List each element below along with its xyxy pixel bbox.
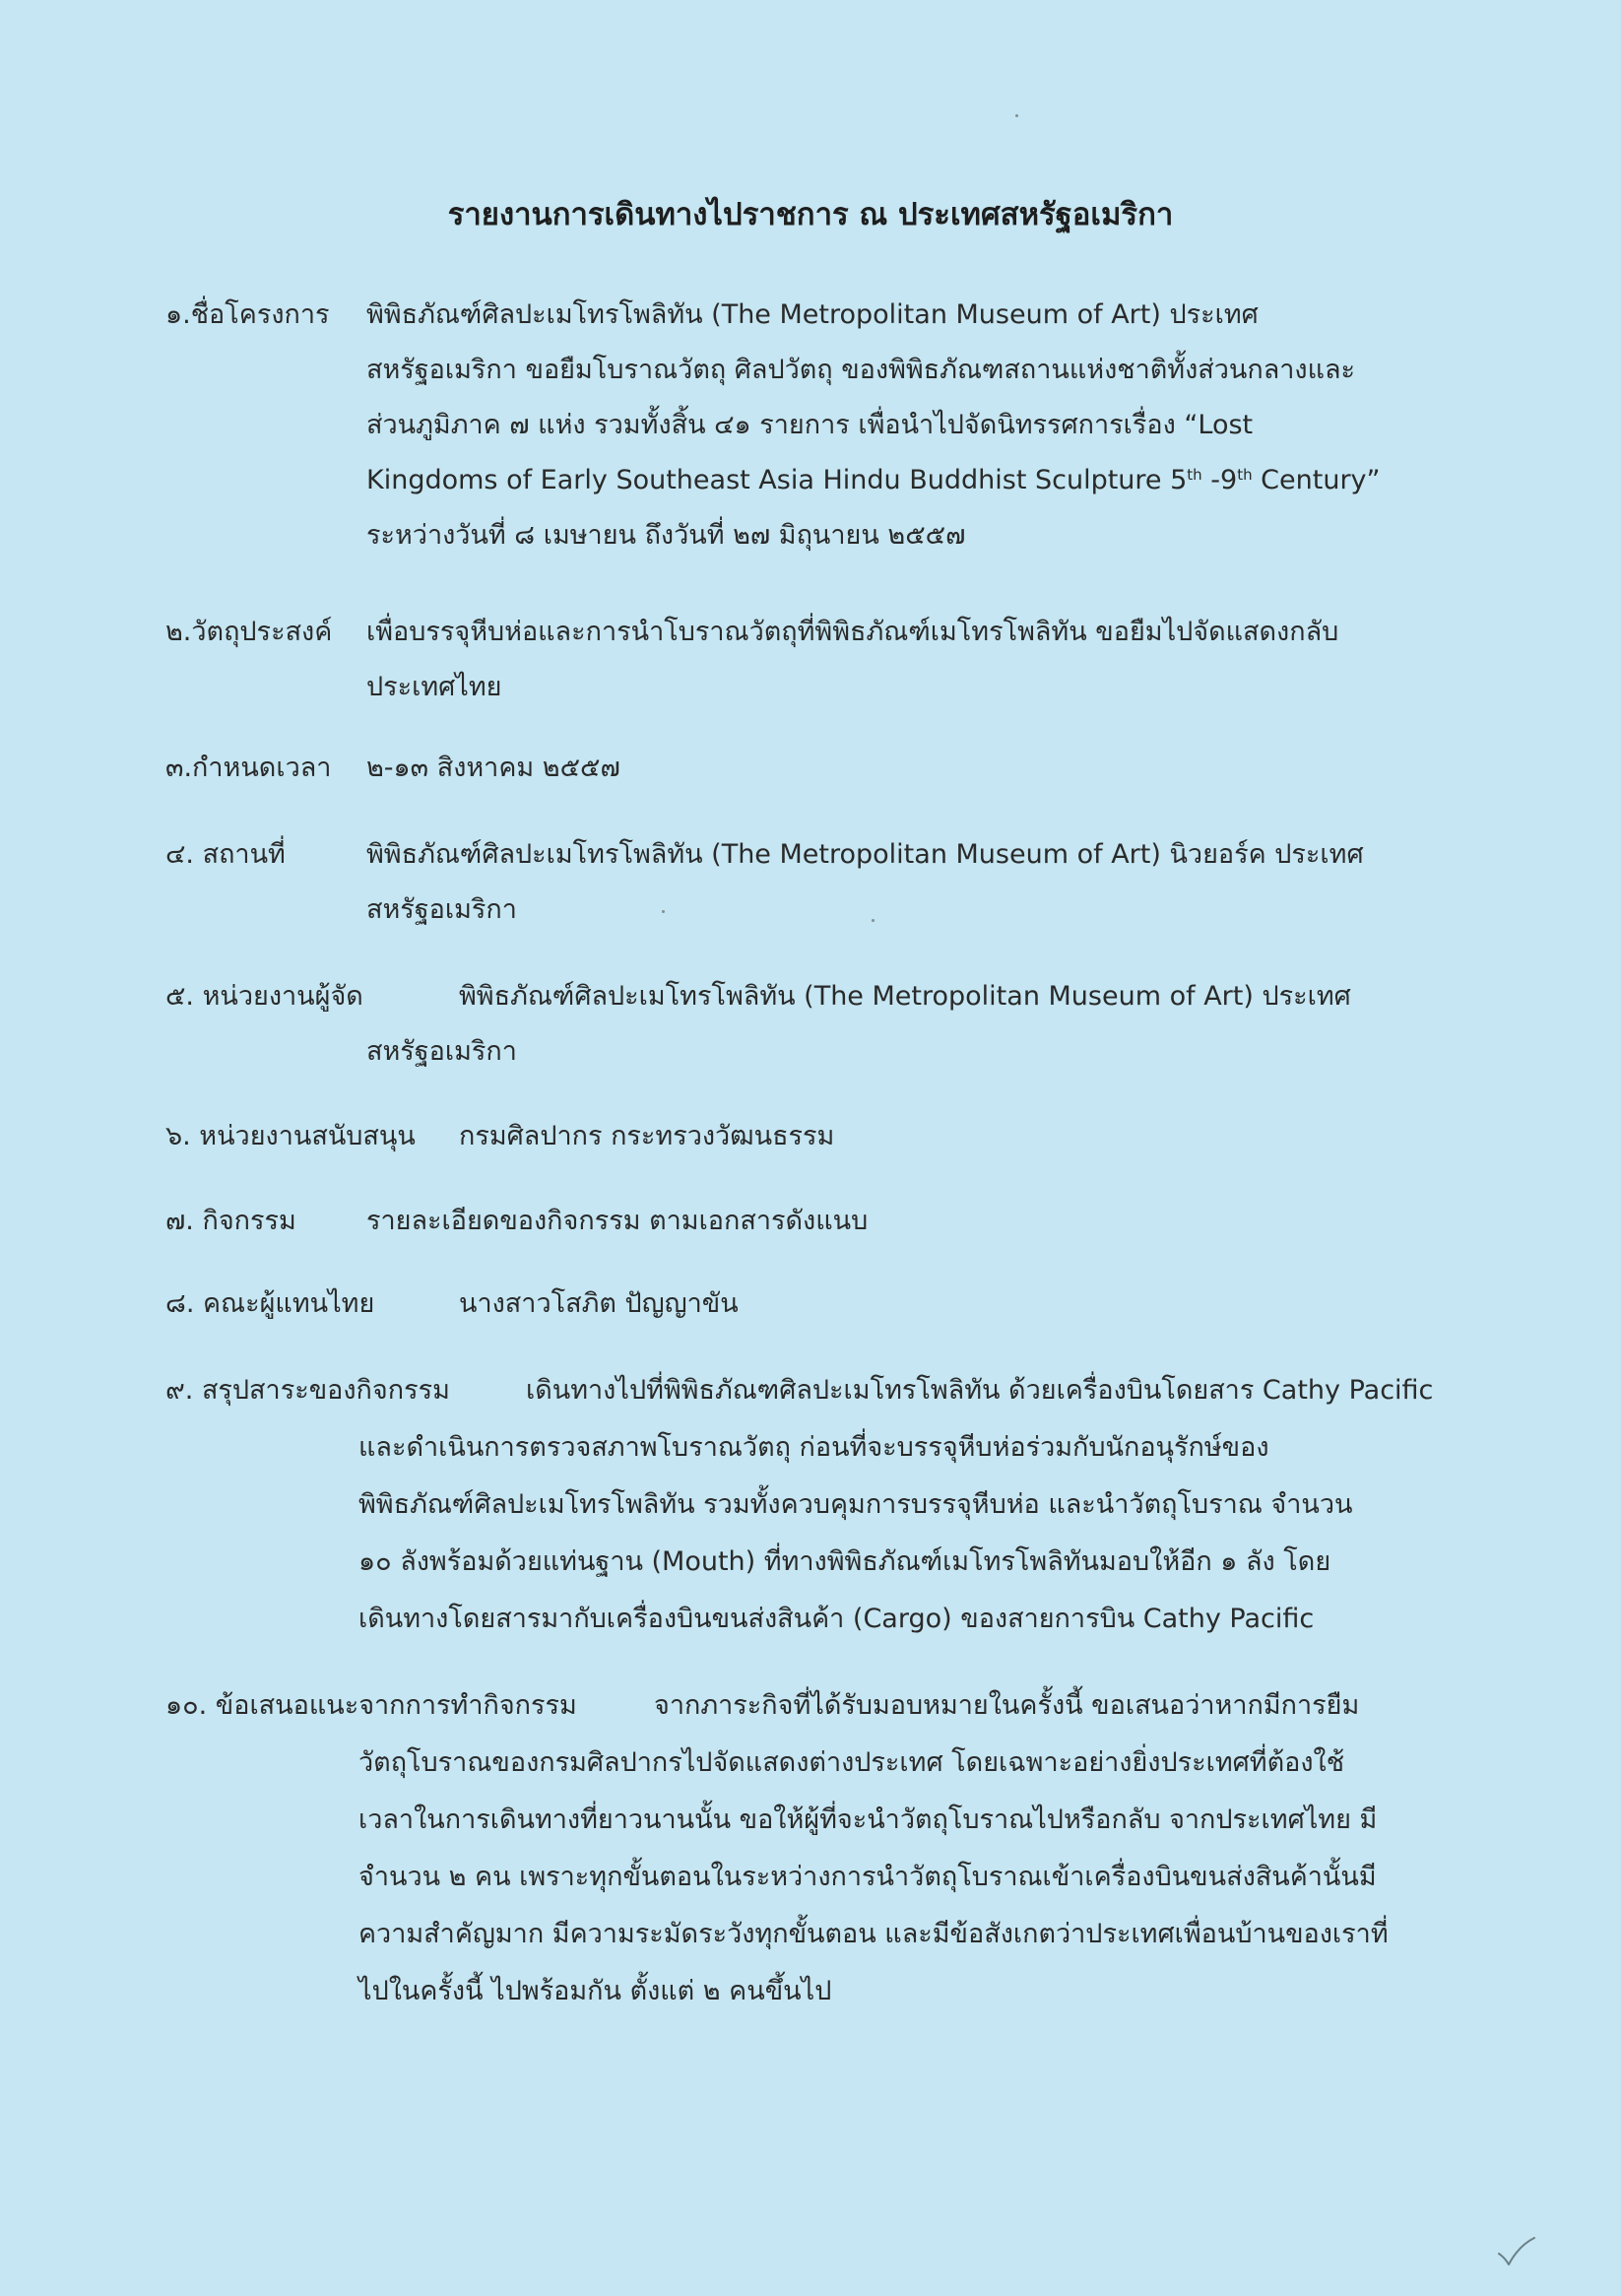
- section-label: ๑.ชื่อโครงการ: [165, 299, 330, 330]
- section-line: สหรัฐอเมริกา: [366, 894, 517, 925]
- section-line: พิพิธภัณฑ์ศิลปะเมโทรโพลิทัน (The Metropolitan Museum of Art) ประเทศ: [459, 981, 1351, 1012]
- superscript: th: [1237, 466, 1253, 484]
- section-line: วัตถุโบราณของกรมศิลปากรไปจัดแสดงต่างประเทศ โดยเฉพาะอย่างยิ่งประเทศที่ต้องใช้: [358, 1747, 1345, 1778]
- scan-speck: [1015, 114, 1018, 117]
- section-line: [366, 453, 1381, 508]
- section-line: เวลาในการเดินทางที่ยาวนานนั้น ขอให้ผู้ที่จะนำวัตถุโบราณไปหรือกลับ จากประเทศไทย มี: [358, 1804, 1378, 1835]
- section-line: และดำเนินการตรวจสภาพโบราณวัตถุ ก่อนที่จะบรรจุหีบห่อร่วมกับนักอนุรักษ์ของ: [358, 1432, 1269, 1463]
- section-line: พิพิธภัณฑ์ศิลปะเมโทรโพลิทัน (The Metropolitan Museum of Art) นิวยอร์ค ประเทศ: [366, 839, 1364, 870]
- section-line: ส่วนภูมิภาค ๗ แห่ง รวมทั้งสิ้น ๔๑ รายการ เพื่อนำไปจัดนิทรรศการเรื่อง “Lost: [366, 410, 1254, 440]
- line-text: Kingdoms of Early Southeast Asia Hindu Buddhist Sculpture 5: [366, 465, 1188, 495]
- section-label: ๙. สรุปสาระของกิจกรรม: [165, 1375, 450, 1406]
- section-line: พิพิธภัณฑ์ศิลปะเมโทรโพลิทัน (The Metropolitan Museum of Art) ประเทศ: [366, 299, 1259, 330]
- superscript: th: [1187, 466, 1202, 484]
- section-label: ๔. สถานที่: [165, 839, 286, 870]
- section-label: ๕. หน่วยงานผู้จัด: [165, 981, 363, 1012]
- section-label: ๑๐. ข้อเสนอแนะจากการทำกิจกรรม: [165, 1690, 577, 1721]
- section-label: ๒.วัตถุประสงค์: [165, 617, 333, 647]
- section-line: ระหว่างวันที่ ๘ เมษายน ถึงวันที่ ๒๗ มิถุนายน ๒๕๕๗: [366, 520, 966, 551]
- section-line: พิพิธภัณฑ์ศิลปะเมโทรโพลิทัน รวมทั้งควบคุมการบรรจุหีบห่อ และนำวัตถุโบราณ จำนวน: [358, 1489, 1353, 1520]
- section-line: ๑๐ ลังพร้อมด้วยแท่นฐาน (Mouth) ที่ทางพิพิธภัณฑ์เมโทรโพลิทันมอบให้อีก ๑ ลัง โดย: [358, 1546, 1331, 1577]
- section-line: นางสาวโสภิต ปัญญาขัน: [459, 1288, 739, 1319]
- section-label: ๓.กำหนดเวลา: [165, 753, 332, 783]
- section-line: เดินทางโดยสารมากับเครื่องบินขนส่งสินค้า (Cargo) ของสายการบิน Cathy Pacific: [358, 1604, 1315, 1634]
- section-line: รายละเอียดของกิจกรรม ตามเอกสารดังแนบ: [366, 1206, 869, 1236]
- section-line: ประเทศไทย: [366, 672, 502, 702]
- section-line: ความสำคัญมาก มีความระมัดระวังทุกขั้นตอน และมีข้อสังเกตว่าประเทศเพื่อนบ้านของเราที่: [358, 1919, 1389, 1949]
- page-title: รายงานการเดินทางไปราชการ ณ ประเทศสหรัฐอเมริกา: [447, 197, 1174, 232]
- check-mark-icon: [1497, 2236, 1536, 2267]
- section-label: ๖. หน่วยงานสนับสนุน: [165, 1121, 416, 1151]
- scan-speck: [662, 910, 665, 913]
- section-line: จำนวน ๒ คน เพราะทุกขั้นตอนในระหว่างการนำวัตถุโบราณเข้าเครื่องบินขนส่งสินค้านั้นมี: [358, 1862, 1377, 1892]
- section-line: สหรัฐอเมริกา ขอยืมโบราณวัตถุ ศิลปวัตถุ ของพิพิธภัณฑสถานแห่งชาติทั้งส่วนกลางและ: [366, 355, 1356, 385]
- section-label: ๗. กิจกรรม: [165, 1206, 296, 1236]
- section-line: เดินทางไปที่พิพิธภัณฑศิลปะเมโทรโพลิทัน ด้วยเครื่องบินโดยสาร Cathy Pacific: [526, 1375, 1434, 1406]
- section-line: เพื่อบรรจุหีบห่อและการนำโบราณวัตถุที่พิพิธภัณฑ์เมโทรโพลิทัน ขอยืมไปจัดแสดงกลับ: [366, 617, 1339, 647]
- section-line: สหรัฐอเมริกา: [366, 1036, 517, 1067]
- section-line: ไปในครั้งนี้ ไปพร้อมกัน ตั้งแต่ ๒ คนขึ้นไป: [358, 1976, 832, 2006]
- line-text: Century”: [1252, 465, 1381, 495]
- section-line: จากภาระกิจที่ได้รับมอบหมายในครั้งนี้ ขอเสนอว่าหากมีการยืม: [654, 1690, 1360, 1721]
- line-text: -9: [1201, 465, 1238, 495]
- scan-speck: [872, 919, 875, 922]
- section-line: ๒-๑๓ สิงหาคม ๒๕๕๗: [366, 753, 620, 783]
- section-line: กรมศิลปากร กระทรวงวัฒนธรรม: [459, 1121, 835, 1151]
- section-label: ๘. คณะผู้แทนไทย: [165, 1288, 375, 1319]
